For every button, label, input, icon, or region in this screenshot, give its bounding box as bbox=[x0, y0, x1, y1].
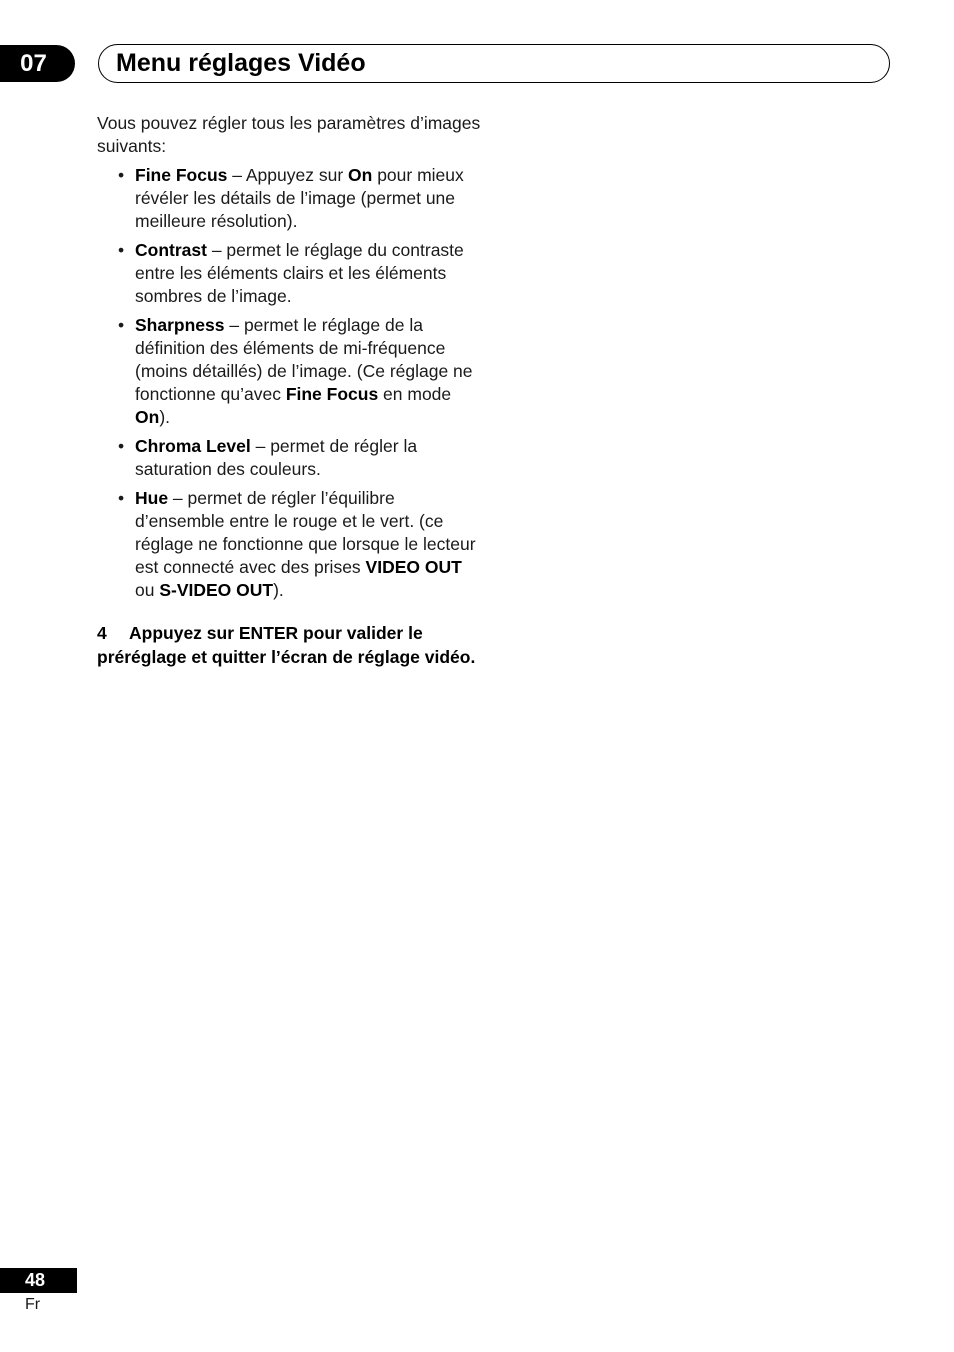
item-text: pour mieux révéler les détails de l’image (permet une meilleure résolution). bbox=[135, 165, 464, 231]
settings-list bbox=[97, 164, 482, 602]
item-name: Contrast bbox=[135, 240, 207, 260]
page-title: Menu réglages Vidéo bbox=[116, 49, 366, 77]
intro-text: Vous pouvez régler tous les paramètres d’images suivants: bbox=[97, 113, 481, 156]
main-content bbox=[97, 112, 482, 669]
item-keyword: On bbox=[348, 165, 373, 185]
bullet-icon: • bbox=[118, 488, 125, 508]
language-label: Fr bbox=[25, 1296, 41, 1313]
item-name: Sharpness bbox=[135, 315, 225, 335]
list-item-contrast bbox=[97, 239, 482, 308]
item-text: ou bbox=[135, 580, 160, 600]
item-text: ). bbox=[159, 407, 171, 427]
item-keyword: On bbox=[135, 407, 160, 427]
item-text: ). bbox=[273, 580, 284, 600]
bullet-icon: • bbox=[118, 165, 125, 185]
item-name: Fine Focus bbox=[135, 165, 228, 185]
item-name: Hue bbox=[135, 488, 169, 508]
item-text: – permet de régler la saturation des couleurs. bbox=[135, 436, 418, 479]
list-item-sharpness bbox=[97, 314, 482, 429]
title-bar bbox=[98, 44, 890, 83]
chapter-number: 07 bbox=[0, 45, 75, 82]
item-text: – permet le réglage du contraste entre les éléments clairs et les éléments sombres de l’image. bbox=[135, 240, 464, 306]
step-text: Appuyez sur ENTER pour valider le préréglage et quitter l’écran de réglage vidéo. bbox=[97, 623, 476, 667]
bullet-icon: • bbox=[118, 436, 125, 456]
list-item-hue bbox=[97, 487, 482, 602]
item-name: Chroma Level bbox=[135, 436, 251, 456]
item-text: en mode bbox=[378, 384, 452, 404]
step-instruction bbox=[97, 622, 482, 669]
list-item-fine-focus bbox=[97, 164, 482, 233]
bullet-icon: • bbox=[118, 240, 125, 260]
item-keyword: Fine Focus bbox=[285, 384, 379, 404]
step-number: 4 bbox=[97, 623, 107, 643]
page-number: 48 bbox=[0, 1268, 77, 1293]
item-text: – permet le réglage de la définition des éléments de mi-fréquence (moins détaillés) de l’image. (Ce réglage ne fonctionne qu’avec bbox=[135, 315, 473, 404]
list-item-chroma-level bbox=[97, 435, 482, 481]
item-text: – permet de régler l’équilibre d’ensemble entre le rouge et le vert. (ce réglage ne fonctionne que lorsque le lecteur est connecté avec des prises bbox=[135, 488, 476, 577]
item-keyword: S-VIDEO OUT bbox=[159, 580, 274, 600]
bullet-icon: • bbox=[118, 315, 125, 335]
item-keyword: VIDEO OUT bbox=[365, 557, 462, 577]
item-text: – Appuyez sur bbox=[227, 165, 349, 185]
